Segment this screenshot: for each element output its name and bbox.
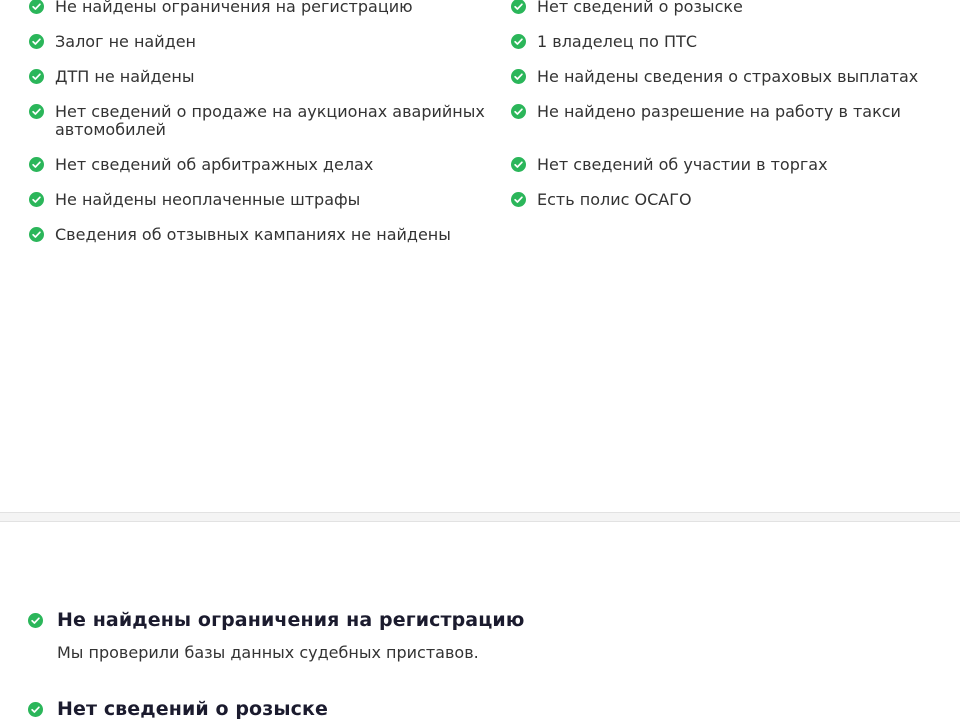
summary-checklist: [29, 0, 960, 244]
checklist-item: [29, 33, 511, 51]
check-circle-icon: [29, 34, 44, 49]
checklist-item: [29, 103, 511, 139]
detail-block: [28, 697, 960, 720]
checklist-item-label: Есть полис ОСАГО: [537, 190, 692, 209]
detail-title: Нет сведений о розыске: [57, 698, 328, 720]
checklist-item: [511, 33, 960, 51]
checklist-item-label: 1 владелец по ПТС: [537, 32, 697, 51]
checklist-item: [511, 156, 960, 174]
section-divider: [0, 512, 960, 522]
checklist-item: [511, 103, 960, 121]
checklist-item: [29, 191, 511, 209]
checklist-item-label: Не найдено разрешение на работу в такси: [537, 102, 901, 121]
checklist-item-label: ДТП не найдены: [55, 67, 195, 86]
check-circle-icon: [29, 69, 44, 84]
detail-block: [28, 608, 960, 662]
checklist-item-label: Нет сведений об участии в торгах: [537, 155, 828, 174]
check-circle-icon: [29, 227, 44, 242]
check-circle-icon: [511, 104, 526, 119]
check-circle-icon: [511, 34, 526, 49]
checklist-item-label: Не найдены сведения о страховых выплатах: [537, 67, 919, 86]
checklist-item-label: Не найдены ограничения на регистрацию: [55, 0, 413, 16]
check-circle-icon: [511, 192, 526, 207]
checklist-item: [511, 68, 960, 86]
checklist-item-label: Нет сведений о розыске: [537, 0, 743, 16]
checklist-item: [511, 0, 960, 16]
detail-title: Не найдены ограничения на регистрацию: [57, 609, 525, 631]
check-circle-icon: [28, 702, 43, 717]
detail-heading-row: [28, 608, 960, 632]
check-circle-icon: [28, 613, 43, 628]
check-circle-icon: [511, 0, 526, 14]
checklist-item-label: Нет сведений об арбитражных делах: [55, 155, 374, 174]
checklist-item-label: Залог не найден: [55, 32, 196, 51]
check-circle-icon: [511, 157, 526, 172]
checklist-item: [511, 191, 960, 209]
check-circle-icon: [29, 157, 44, 172]
checklist-item: [29, 68, 511, 86]
details-section: [28, 608, 960, 720]
check-circle-icon: [29, 104, 44, 119]
detail-heading-row: [28, 697, 960, 720]
detail-description: Мы проверили базы данных судебных приставов.: [57, 643, 479, 662]
check-circle-icon: [511, 69, 526, 84]
checklist-item-label: Нет сведений о продаже на аукционах аварийных автомобилей: [55, 102, 485, 139]
checklist-item-label: Не найдены неоплаченные штрафы: [55, 190, 361, 209]
checklist-item: [29, 226, 511, 244]
checklist-item: [29, 156, 511, 174]
check-circle-icon: [29, 192, 44, 207]
check-circle-icon: [29, 0, 44, 14]
checklist-item-label: Сведения об отзывных кампаниях не найдены: [55, 225, 451, 244]
checklist-item: [29, 0, 511, 16]
